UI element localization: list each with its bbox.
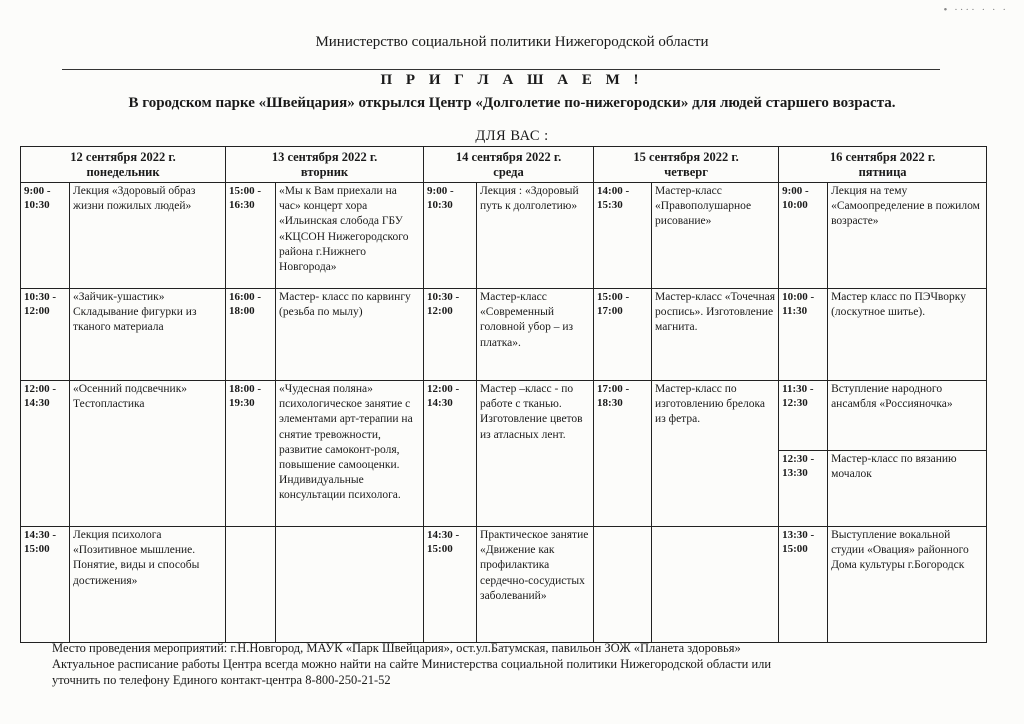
time-cell: 10:30 - 12:00 [424,289,477,381]
time-cell: 13:30 - 15:00 [779,527,828,643]
day-header-tue [226,147,424,183]
event-cell: Мастер-класс «Современный головной убор – из платка». [477,289,594,381]
event-cell: Мастер- класс по карвингу (резьба по мылу) [276,289,424,381]
event-cell: «Зайчик-ушастик» Складывание фигурки из тканого материала [70,289,226,381]
event-cell: «Мы к Вам приехали на час» концерт хора «Ильинская слобода ГБУ «КЦСОН Нижегородского района г.Нижнего Новгорода» [276,183,424,289]
ministry-title: Министерство социальной политики Нижегородской области [315,34,709,50]
time-cell: 17:00 - 18:30 [594,381,652,527]
time-cell: 9:00 - 10:30 [21,183,70,289]
event-cell: Выступление вокальной студии «Овация» районного Дома культуры г.Богородск [828,527,987,643]
day-date: 13 сентября 2022 г. [271,150,378,164]
event-cell: Лекция «Здоровый образ жизни пожилых людей» [70,183,226,289]
event-cell: Мастер-класс «Точечная роспись». Изготовление магнита. [652,289,779,381]
schedule-row [21,289,987,381]
event-cell: «Осенний подсвечник» Тестопластика [70,381,226,527]
event-cell: «Чудесная поляна» психологическое занятие с элементами арт-терапии на снятие тревожности, развитие самоконт-роля, повышение самооценки. Индивидуальные консультации психолога. [276,381,424,527]
time-cell: 16:00 - 18:00 [226,289,276,381]
time-cell: 14:30 - 15:00 [21,527,70,643]
time-cell: 9:00 - 10:30 [424,183,477,289]
day-weekday: пятница [858,165,907,179]
event-cell: Мастер-класс по изготовлению брелока из фетра. [652,381,779,527]
time-cell: 15:00 - 17:00 [594,289,652,381]
day-header-row [21,147,987,183]
empty-cell [276,527,424,643]
time-cell: 18:00 - 19:30 [226,381,276,527]
event-cell: Мастер –класс - по работе с тканью. Изготовление цветов из атласных лент. [477,381,594,527]
footer [52,640,771,688]
event-cell: Мастер-класс по вязанию мочалок [828,451,987,527]
day-header-fri [779,147,987,183]
day-date: 16 сентября 2022 г. [829,150,936,164]
day-date: 15 сентября 2022 г. [633,150,739,164]
time-cell: 10:30 - 12:00 [21,289,70,381]
corner-mark: • ···· · · · [943,4,1008,16]
phone-text: уточнить по телефону Единого контакт-центра 8-800-250-21-52 [52,673,391,687]
empty-cell [594,527,652,643]
event-cell: Лекция психолога «Позитивное мышление. Понятие, виды и способы достижения» [70,527,226,643]
day-weekday: понедельник [86,165,160,179]
event-cell: Практическое занятие «Движение как профилактика сердечно-сосудистых заболеваний» [477,527,594,643]
day-weekday: четверг [664,165,708,179]
day-date: 14 сентября 2022 г. [455,150,562,164]
time-cell: 12:00 - 14:30 [21,381,70,527]
event-cell: Лекция : «Здоровый путь к долголетию» [477,183,594,289]
header-divider [62,69,940,70]
site-text: Актуальное расписание работы Центра всегда можно найти на сайте Министерства социальной политики Нижегородской области или [52,657,772,671]
time-cell: 9:00 - 10:00 [779,183,828,289]
event-cell: Вступление народного ансамбля «Россияночка» [828,381,987,451]
time-cell: 15:00 - 16:30 [226,183,276,289]
announcement-text: В городском парке «Швейцария» открылся Центр «Долголетие по-нижегородски» для людей старшего возраста. [128,95,896,111]
time-cell: 14:30 - 15:00 [424,527,477,643]
day-weekday: среда [493,165,524,179]
day-header-mon [21,147,226,183]
time-cell: 11:30 - 12:30 [779,381,828,451]
time-cell: 12:30 - 13:30 [779,451,828,527]
schedule-row [21,527,987,643]
day-date: 12 сентября 2022 г. [70,150,176,164]
for-you-label: ДЛЯ ВАС : [475,128,549,144]
invite-heading: П Р И Г Л А Ш А Е М ! [380,72,644,88]
day-header-wed [424,147,594,183]
empty-cell [226,527,276,643]
time-cell: 12:00 - 14:30 [424,381,477,527]
empty-cell [652,527,779,643]
schedule-row [21,183,987,289]
time-cell: 14:00 - 15:30 [594,183,652,289]
schedule-row [21,381,987,451]
event-cell: Мастер класс по ПЭЧворку (лоскутное шитье). [828,289,987,381]
time-cell: 10:00 - 11:30 [779,289,828,381]
schedule-table [20,146,987,643]
venue-text: Место проведения мероприятий: г.Н.Новгород, МАУК «Парк Швейцария», ост.ул.Батумская, павильон ЗОЖ «Планета здоровья» [52,641,741,655]
day-weekday: вторник [300,165,349,179]
event-cell: Лекция на тему «Самоопределение в пожилом возрасте» [828,183,987,289]
event-cell: Мастер-класс «Правополушарное рисование» [652,183,779,289]
day-header-thu [594,147,779,183]
